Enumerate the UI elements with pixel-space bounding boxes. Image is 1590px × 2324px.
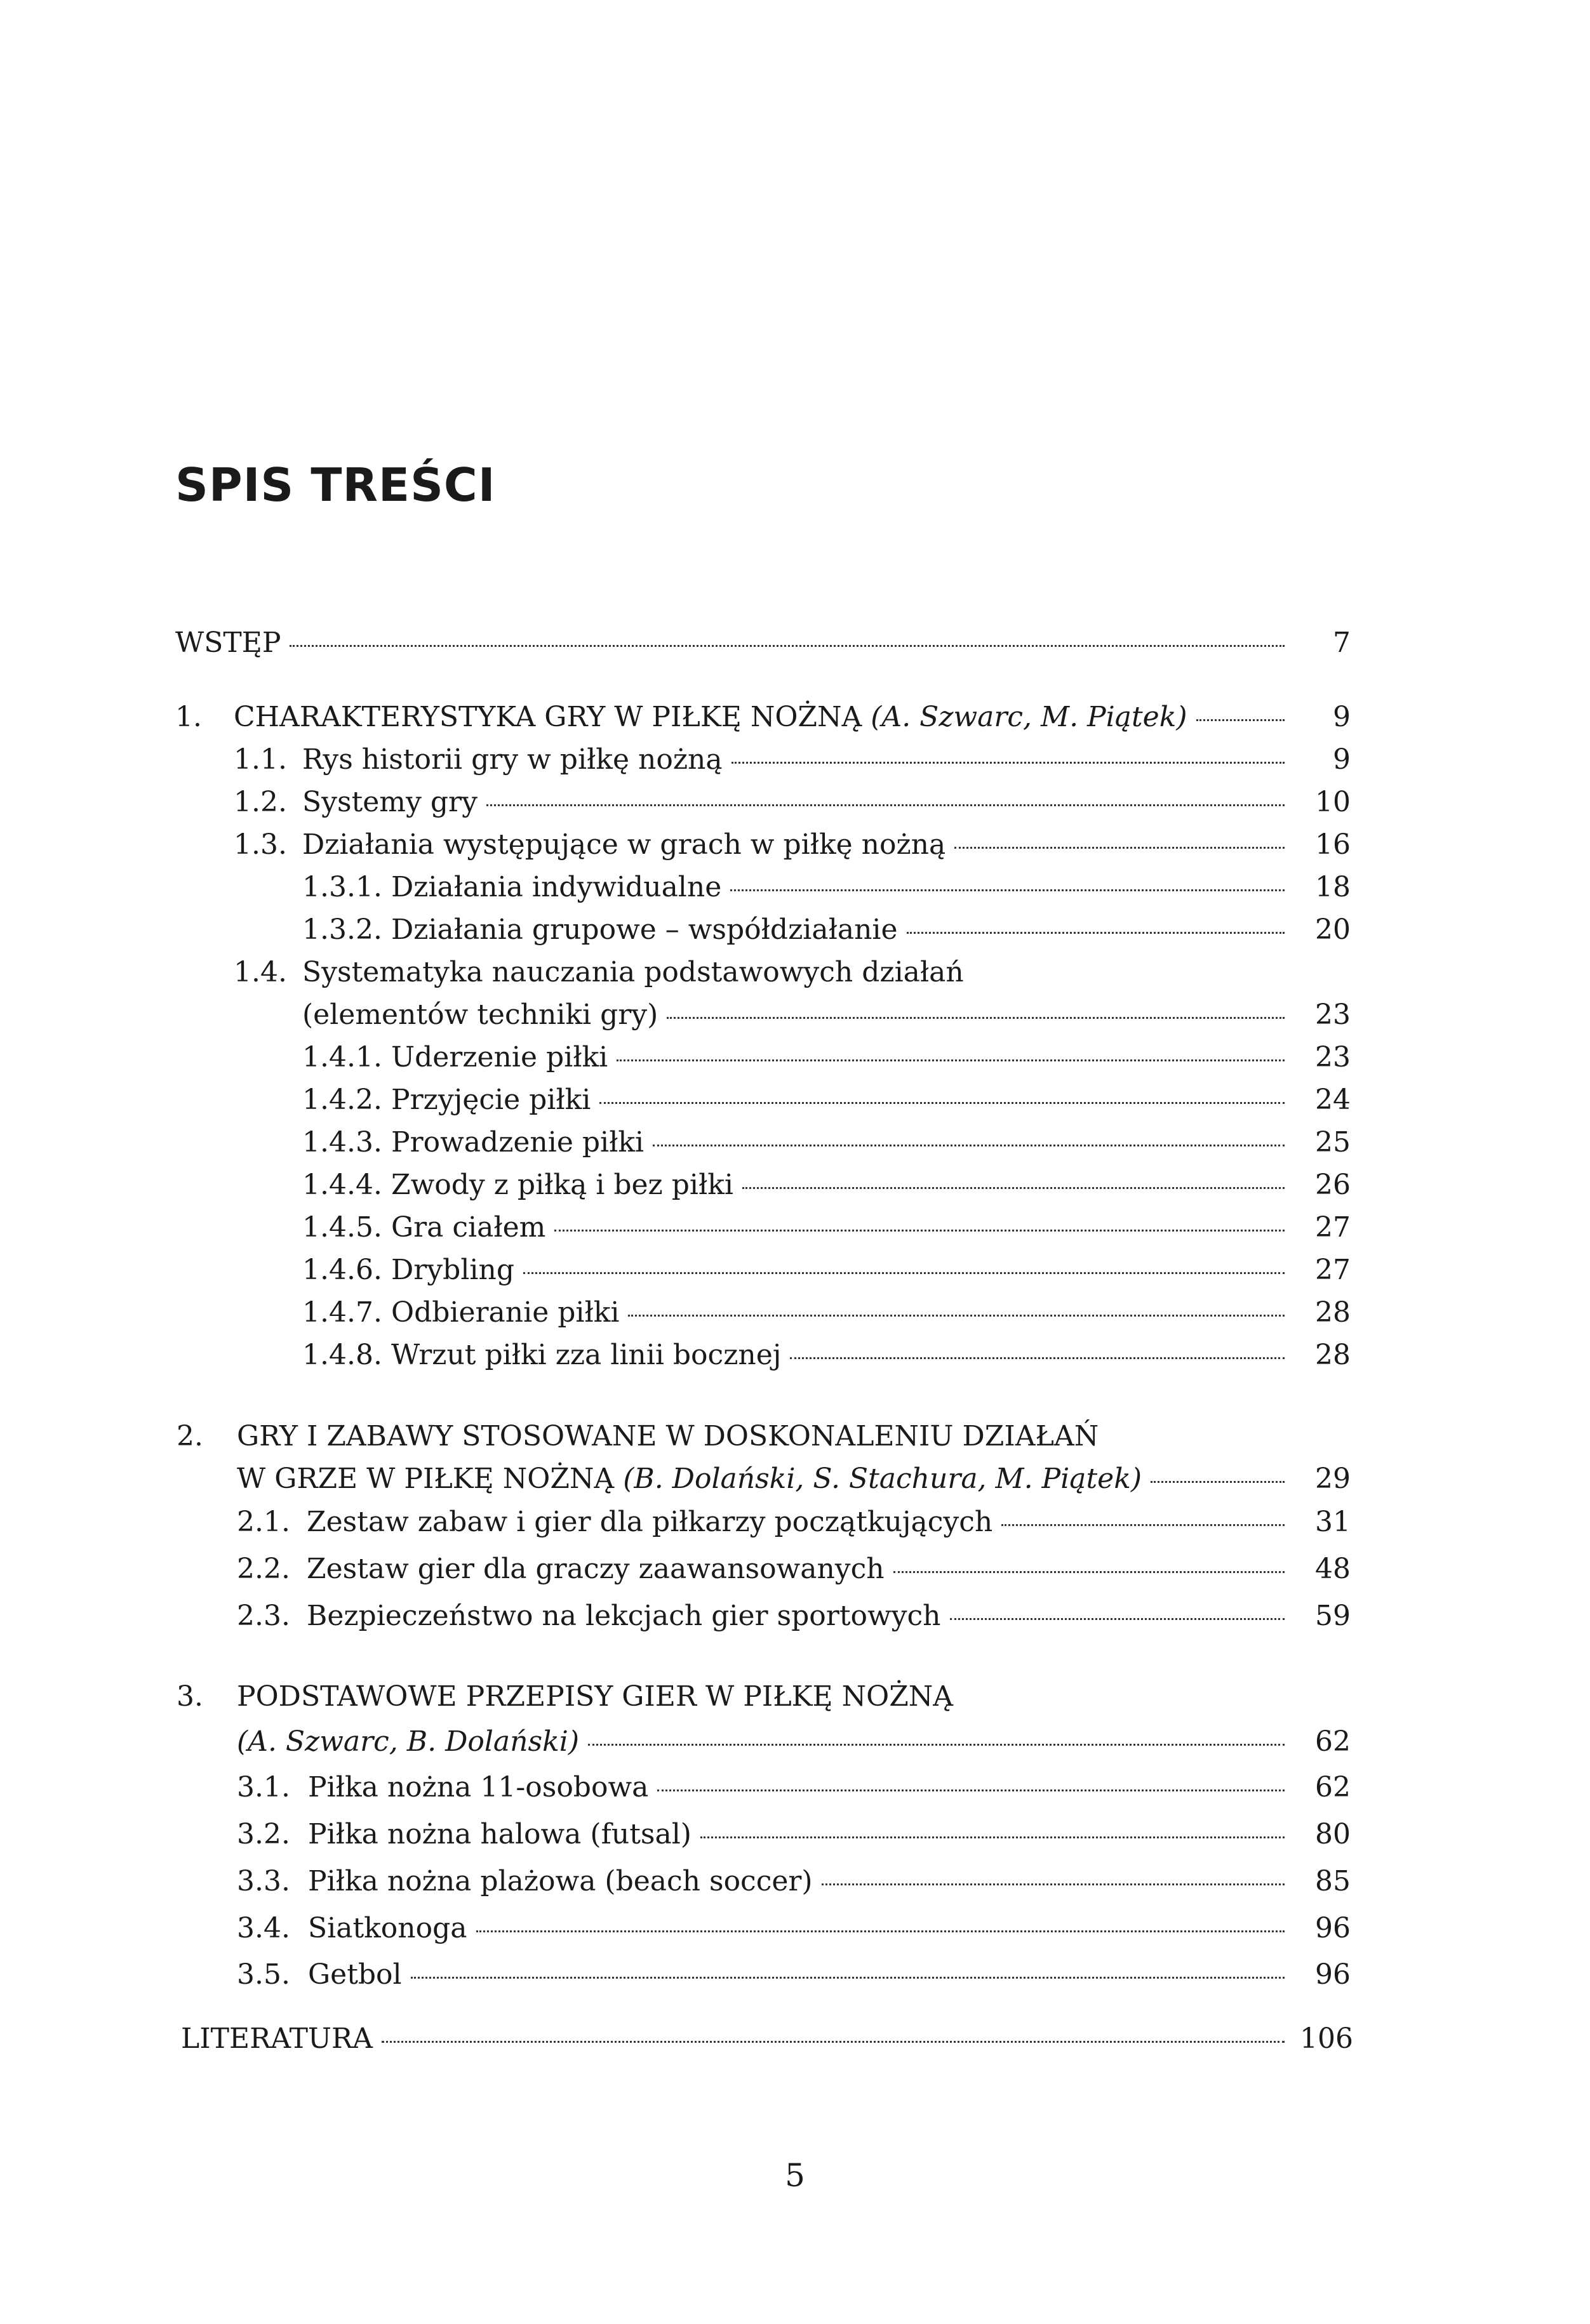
toc-entry-ch3[interactable] (177, 1678, 1293, 1716)
dot-leader (382, 2041, 1285, 2043)
toc-label: Uderzenie piłki (391, 1041, 608, 1073)
toc-authors: (A. Szwarc, B. Dolański) (237, 1725, 579, 1758)
dot-leader (523, 1272, 1285, 1274)
toc-number: 1.3.2. (302, 913, 382, 946)
toc-number: 1.4.8. (302, 1339, 382, 1371)
dot-leader (667, 1017, 1285, 1019)
toc-entry[interactable] (234, 826, 1351, 864)
toc-number: 3.5. (237, 1958, 290, 1991)
toc-label: Bezpieczeństwo na lekcjach gier sportowych (307, 1600, 941, 1632)
toc-label: Piłka nożna plażowa (beach soccer) (308, 1865, 813, 1897)
toc-number: 2.3. (237, 1600, 290, 1632)
toc-label: Systemy gry (302, 786, 478, 818)
toc-number: 1.4.5. (302, 1211, 382, 1244)
toc-entry-intro[interactable] (175, 624, 1351, 662)
dot-leader (950, 1618, 1285, 1620)
toc-label (237, 1723, 579, 1761)
dot-leader (1001, 1524, 1285, 1526)
toc-label: WSTĘP (175, 627, 281, 659)
toc-entry[interactable] (237, 1597, 1351, 1635)
toc-entry[interactable] (302, 1294, 1351, 1332)
toc-entry-bibliography[interactable] (181, 2020, 1353, 2058)
toc-number: 1.4.7. (302, 1296, 382, 1329)
toc-entry[interactable] (234, 783, 1351, 821)
toc-entry-ch1[interactable] (175, 698, 1351, 736)
toc-authors: (B. Dolański, S. Stachura, M. Piątek) (623, 1463, 1142, 1495)
dot-leader (742, 1187, 1285, 1189)
toc-label: Getbol (308, 1958, 402, 1991)
toc-entry[interactable] (302, 868, 1351, 906)
toc-entry[interactable] (302, 911, 1351, 949)
dot-leader (732, 762, 1285, 764)
toc-label: Wrzut piłki zza linii bocznej (391, 1339, 782, 1371)
toc-page: 28 (1315, 1339, 1351, 1371)
toc-number: 3.3. (237, 1865, 290, 1897)
toc-label: Działania występujące w grach w piłkę nożną (302, 828, 946, 861)
toc-label: Przyjęcie piłki (391, 1084, 591, 1116)
dot-leader (653, 1145, 1285, 1146)
toc-page: 96 (1315, 1912, 1351, 1944)
toc-entry[interactable] (237, 1503, 1351, 1541)
toc-number: 1.3. (234, 828, 287, 861)
dot-leader (476, 1930, 1285, 1932)
toc-number: 1.3.1. (302, 871, 382, 903)
toc-page: 26 (1315, 1169, 1351, 1201)
dot-leader (599, 1102, 1285, 1104)
toc-number: 3.1. (237, 1771, 290, 1803)
toc-label: Systematyka nauczania podstawowych działań (302, 956, 964, 988)
toc-label: Prowadzenie piłki (391, 1126, 645, 1159)
toc-number: 3.2. (237, 1818, 290, 1850)
toc-entry-ch3-continuation[interactable] (237, 1723, 1351, 1761)
dot-leader (1196, 719, 1285, 721)
toc-page: 27 (1315, 1254, 1351, 1286)
toc-number: 1.4.2. (302, 1084, 382, 1116)
dot-leader (411, 1977, 1285, 1979)
dot-leader (617, 1059, 1285, 1061)
toc-page: 62 (1315, 1771, 1351, 1803)
toc-entry[interactable] (302, 1166, 1351, 1204)
toc-number: 3.4. (237, 1912, 290, 1944)
toc-page: 23 (1315, 1041, 1351, 1073)
toc-number: 1.4.1. (302, 1041, 382, 1073)
dot-leader (700, 1836, 1285, 1838)
dot-leader (657, 1789, 1285, 1791)
toc-label: LITERATURA (181, 2022, 373, 2055)
toc-page: 59 (1315, 1600, 1351, 1632)
toc-number: 1.4.4. (302, 1169, 382, 1201)
toc-entry[interactable] (237, 1863, 1351, 1901)
toc-page: 29 (1315, 1463, 1351, 1495)
toc-page: 7 (1333, 627, 1351, 659)
toc-page: 27 (1315, 1211, 1351, 1244)
toc-entry[interactable] (234, 953, 1293, 992)
toc-entry[interactable] (302, 1336, 1351, 1374)
toc-entry[interactable] (234, 741, 1351, 779)
toc-entry-ch2-continuation[interactable] (237, 1460, 1351, 1498)
dot-leader (588, 1744, 1285, 1746)
toc-number: 2. (177, 1420, 203, 1452)
toc-page: 16 (1315, 828, 1351, 861)
toc-label: PODSTAWOWE PRZEPISY GIER W PIŁKĘ NOŻNĄ (237, 1680, 954, 1713)
toc-entry[interactable] (237, 1956, 1351, 1994)
dot-leader (893, 1571, 1285, 1573)
toc-number: 3. (177, 1680, 203, 1713)
toc-entry[interactable] (302, 1209, 1351, 1247)
dot-leader (790, 1357, 1285, 1359)
toc-page: 96 (1315, 1958, 1351, 1991)
toc-number: 2.1. (237, 1506, 290, 1538)
toc-label: Zestaw gier dla graczy zaawansowanych (307, 1553, 885, 1585)
toc-entry[interactable] (302, 1251, 1351, 1289)
toc-label: Drybling (391, 1254, 514, 1286)
toc-entry-ch2[interactable] (177, 1418, 1293, 1456)
toc-page: 9 (1333, 743, 1351, 776)
toc-page: 28 (1315, 1296, 1351, 1329)
toc-page: 25 (1315, 1126, 1351, 1159)
toc-page: 85 (1315, 1865, 1351, 1897)
toc-number: 1.2. (234, 786, 287, 818)
toc-page: 48 (1315, 1553, 1351, 1585)
toc-entry[interactable] (237, 1909, 1351, 1948)
page-number: 5 (785, 2157, 805, 2194)
toc-label: Zestaw zabaw i gier dla piłkarzy początkujących (307, 1506, 993, 1538)
toc-number: 1.4.3. (302, 1126, 382, 1159)
toc-label: Odbieranie piłki (391, 1296, 620, 1329)
dot-leader (486, 804, 1285, 806)
toc-entry[interactable] (302, 1039, 1351, 1077)
page-title: SPIS TREŚCI (175, 458, 496, 512)
toc-label: Działania grupowe – współdziałanie (391, 913, 898, 946)
toc-page: 31 (1315, 1506, 1351, 1538)
toc-label: GRY I ZABAWY STOSOWANE W DOSKONALENIU DZIAŁAŃ (237, 1420, 1099, 1452)
toc-entry-continuation[interactable] (302, 996, 1351, 1034)
toc-entry[interactable] (302, 1081, 1351, 1119)
toc-number: 1.1. (234, 743, 287, 776)
toc-entry[interactable] (237, 1550, 1351, 1588)
toc-number: 1. (175, 701, 202, 733)
toc-page: 9 (1333, 701, 1351, 733)
dot-leader (628, 1315, 1285, 1317)
toc-page: 80 (1315, 1818, 1351, 1850)
dot-leader (954, 847, 1285, 849)
dot-leader (822, 1883, 1285, 1885)
toc-number: 1.4. (234, 956, 287, 988)
toc-page: 62 (1315, 1725, 1351, 1758)
toc-label: Zwody z piłką i bez piłki (391, 1169, 733, 1201)
toc-label: Siatkonoga (308, 1912, 467, 1944)
toc-label: Piłka nożna halowa (futsal) (308, 1818, 691, 1850)
toc-label: Gra ciałem (391, 1211, 546, 1244)
toc-page: 10 (1315, 786, 1351, 818)
toc-label: CHARAKTERYSTYKA GRY W PIŁKĘ NOŻNĄ (A. Szwarc, M. Piątek) (234, 701, 1187, 733)
toc-entry[interactable] (237, 1816, 1351, 1854)
toc-authors: (A. Szwarc, M. Piątek) (871, 701, 1187, 733)
toc-entry[interactable] (237, 1769, 1351, 1807)
toc-label: Rys historii gry w piłkę nożną (302, 743, 723, 776)
dot-leader (907, 932, 1285, 934)
toc-label: W GRZE W PIŁKĘ NOŻNĄ (B. Dolański, S. Stachura, M. Piątek) (237, 1463, 1142, 1495)
toc-number: 2.2. (237, 1553, 290, 1585)
toc-label: Piłka nożna 11-osobowa (308, 1771, 649, 1803)
dot-leader (730, 889, 1285, 891)
dot-leader (290, 645, 1285, 647)
toc-entry[interactable] (302, 1124, 1351, 1162)
dot-leader (554, 1230, 1285, 1232)
toc-page: 24 (1315, 1084, 1351, 1116)
dot-leader (1151, 1481, 1285, 1483)
toc-number: 1.4.6. (302, 1254, 382, 1286)
toc-page: 106 (1300, 2022, 1353, 2055)
toc-label: (elementów techniki gry) (302, 999, 658, 1031)
toc-label: Działania indywidualne (391, 871, 722, 903)
toc-page: 23 (1315, 999, 1351, 1031)
toc-page: 18 (1315, 871, 1351, 903)
toc-page: 20 (1315, 913, 1351, 946)
